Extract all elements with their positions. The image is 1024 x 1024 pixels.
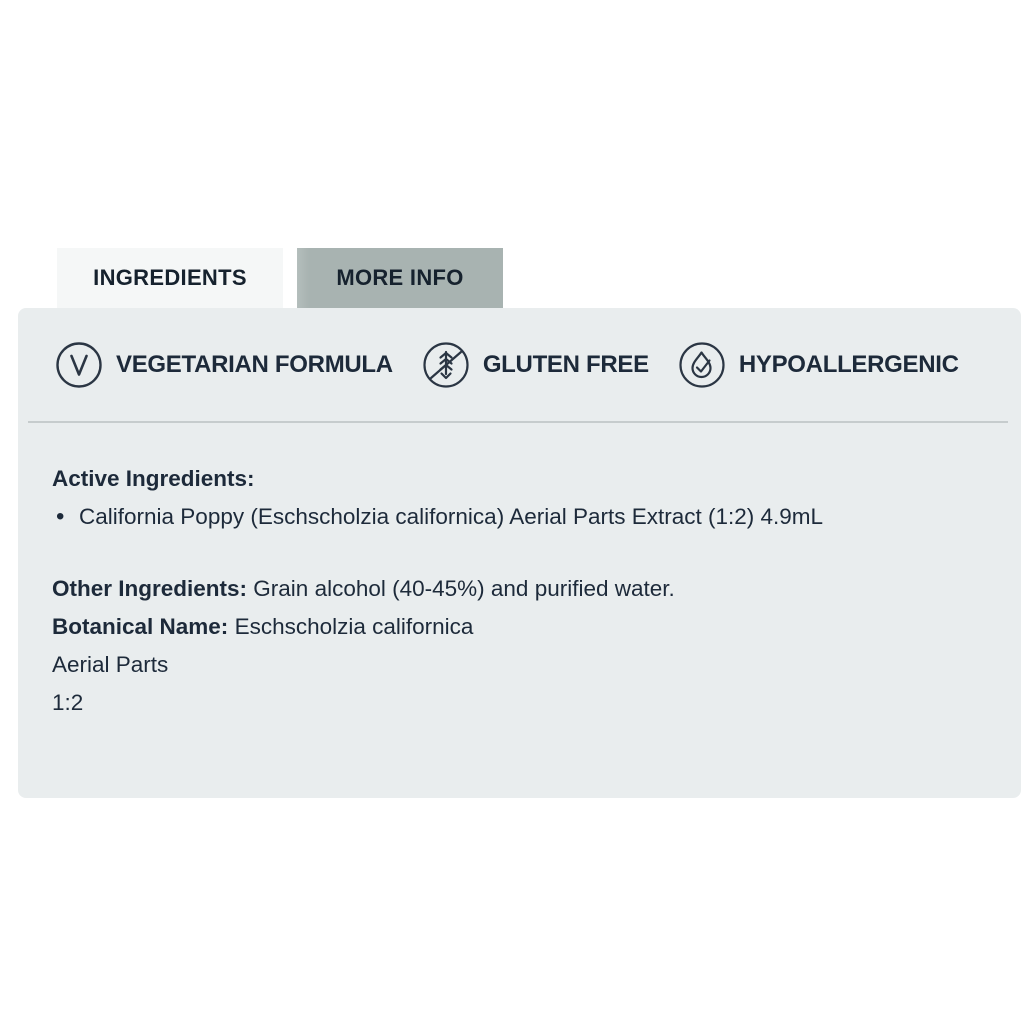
badge-hypoallergenic bbox=[678, 341, 959, 389]
badge-label: HYPOALLERGENIC bbox=[738, 351, 959, 378]
ratio-line: 1:2 bbox=[52, 690, 84, 715]
list-item: • California Poppy (Eschscholzia californica) Aerial Parts Extract (1:2) 4.9mL bbox=[52, 498, 1001, 536]
botanical-name-line: Botanical Name: Eschscholzia californica bbox=[52, 614, 474, 639]
tab-bar bbox=[57, 248, 503, 308]
aerial-parts-line: Aerial Parts bbox=[52, 652, 169, 677]
ingredients-text bbox=[52, 460, 1001, 722]
other-ingredients-line: Other Ingredients: Grain alcohol (40-45%) and purified water. bbox=[52, 576, 675, 601]
active-ingredients-list bbox=[52, 498, 1001, 536]
badge-label: GLUTEN FREE bbox=[482, 351, 649, 378]
badge-vegetarian-formula bbox=[55, 341, 393, 389]
vegetarian-icon bbox=[55, 341, 103, 389]
active-ingredients-heading: Active Ingredients: bbox=[52, 466, 255, 491]
tab-ingredients[interactable]: INGREDIENTS bbox=[57, 248, 283, 308]
divider bbox=[28, 421, 1008, 423]
badge-gluten-free bbox=[422, 341, 649, 389]
badge-label: VEGETARIAN FORMULA bbox=[116, 351, 393, 378]
gluten-free-icon bbox=[422, 341, 470, 389]
tab-more-info[interactable]: MORE INFO bbox=[297, 248, 503, 308]
hypoallergenic-icon bbox=[678, 341, 726, 389]
feature-badges bbox=[55, 341, 959, 389]
ingredients-panel bbox=[18, 308, 1021, 798]
